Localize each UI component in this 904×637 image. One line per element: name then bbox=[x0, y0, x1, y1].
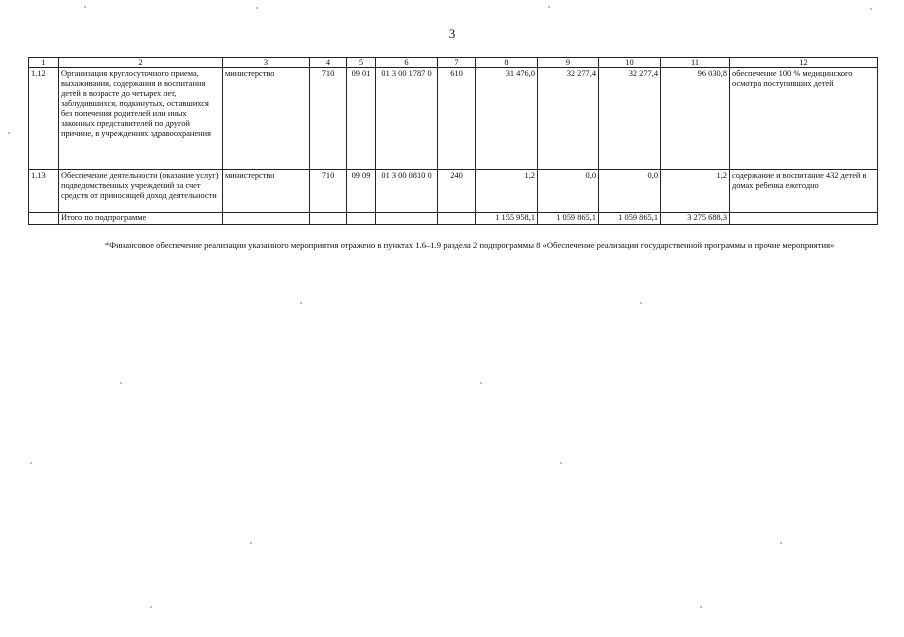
code-cell: 01 3 00 0810 0 bbox=[376, 170, 438, 213]
total-amount: 1 059 865,1 bbox=[599, 213, 661, 225]
code-cell: 710 bbox=[310, 170, 347, 213]
scan-speck bbox=[30, 462, 32, 464]
column-header: 12 bbox=[730, 58, 878, 68]
total-row bbox=[29, 213, 878, 225]
empty-cell bbox=[730, 213, 878, 225]
total-amount: 1 059 865,1 bbox=[538, 213, 599, 225]
scan-speck bbox=[780, 542, 782, 544]
code-cell: 09 01 bbox=[347, 68, 376, 170]
total-label: Итого по подпрограмме bbox=[59, 213, 223, 225]
code-cell: 01 3 00 1787 0 bbox=[376, 68, 438, 170]
amount-cell: 1,2 bbox=[661, 170, 730, 213]
code-cell: 09 09 bbox=[347, 170, 376, 213]
column-header: 2 bbox=[59, 58, 223, 68]
activity-name: Организация круглосуточного приема, выхаживания, содержания и воспитания детей в возрасте до четырех лет, заблудившихся, подкинутых, оставшихся без попечения родителей или иных законных представителей по другой причине, в учреждениях здравоохранения bbox=[59, 68, 223, 170]
expected-result: содержание и воспитание 432 детей в домах ребенка ежегодно bbox=[730, 170, 878, 213]
scan-speck bbox=[300, 302, 302, 304]
scan-speck bbox=[480, 382, 482, 384]
activity-name: Обеспечение деятельности (оказание услуг) подведомственных учреждений за счет средств от приносящей доход деятельности bbox=[59, 170, 223, 213]
column-header: 3 bbox=[223, 58, 310, 68]
budget-table bbox=[28, 57, 878, 225]
row-number: 1.12 bbox=[29, 68, 59, 170]
scan-speck bbox=[548, 6, 550, 8]
scan-speck bbox=[870, 8, 872, 10]
amount-cell: 32 277,4 bbox=[599, 68, 661, 170]
amount-cell: 0,0 bbox=[599, 170, 661, 213]
column-header: 8 bbox=[476, 58, 538, 68]
amount-cell: 31 476,0 bbox=[476, 68, 538, 170]
column-number-header-row bbox=[29, 58, 878, 68]
expected-result: обеспечение 100 % медицинского осмотра поступивших детей bbox=[730, 68, 878, 170]
empty-cell bbox=[29, 213, 59, 225]
scan-speck bbox=[560, 462, 562, 464]
column-header: 6 bbox=[376, 58, 438, 68]
scan-speck bbox=[256, 7, 258, 9]
amount-cell: 1,2 bbox=[476, 170, 538, 213]
amount-cell: 0,0 bbox=[538, 170, 599, 213]
column-header: 10 bbox=[599, 58, 661, 68]
footnote: *Финансовое обеспечение реализации указанного мероприятия отражено в пунктах 1.6–1.9 раздела 2 подпрограммы 8 «Обеспечение реализации государственной программы и прочие мероприятия» bbox=[105, 240, 835, 250]
empty-cell bbox=[376, 213, 438, 225]
column-header: 11 bbox=[661, 58, 730, 68]
scan-speck bbox=[250, 542, 252, 544]
column-header: 7 bbox=[438, 58, 476, 68]
amount-cell: 32 277,4 bbox=[538, 68, 599, 170]
total-amount: 3 275 688,3 bbox=[661, 213, 730, 225]
empty-cell bbox=[347, 213, 376, 225]
code-cell: 610 bbox=[438, 68, 476, 170]
page-number: 3 bbox=[448, 26, 456, 41]
column-header: 9 bbox=[538, 58, 599, 68]
column-header: 1 bbox=[29, 58, 59, 68]
scan-speck bbox=[8, 132, 10, 134]
column-header: 5 bbox=[347, 58, 376, 68]
scan-speck bbox=[640, 302, 642, 304]
scan-speck bbox=[120, 382, 122, 384]
empty-cell bbox=[438, 213, 476, 225]
total-amount: 1 155 958,1 bbox=[476, 213, 538, 225]
row-number: 1.13 bbox=[29, 170, 59, 213]
scan-speck bbox=[84, 6, 86, 8]
code-cell: 240 bbox=[438, 170, 476, 213]
code-cell: 710 bbox=[310, 68, 347, 170]
column-header: 4 bbox=[310, 58, 347, 68]
executor: министерство bbox=[223, 170, 310, 213]
table-row bbox=[29, 170, 878, 213]
executor: министерство bbox=[223, 68, 310, 170]
amount-cell: 96 030,8 bbox=[661, 68, 730, 170]
empty-cell bbox=[310, 213, 347, 225]
scan-speck bbox=[700, 606, 702, 608]
scan-speck bbox=[150, 606, 152, 608]
empty-cell bbox=[223, 213, 310, 225]
table-row bbox=[29, 68, 878, 170]
